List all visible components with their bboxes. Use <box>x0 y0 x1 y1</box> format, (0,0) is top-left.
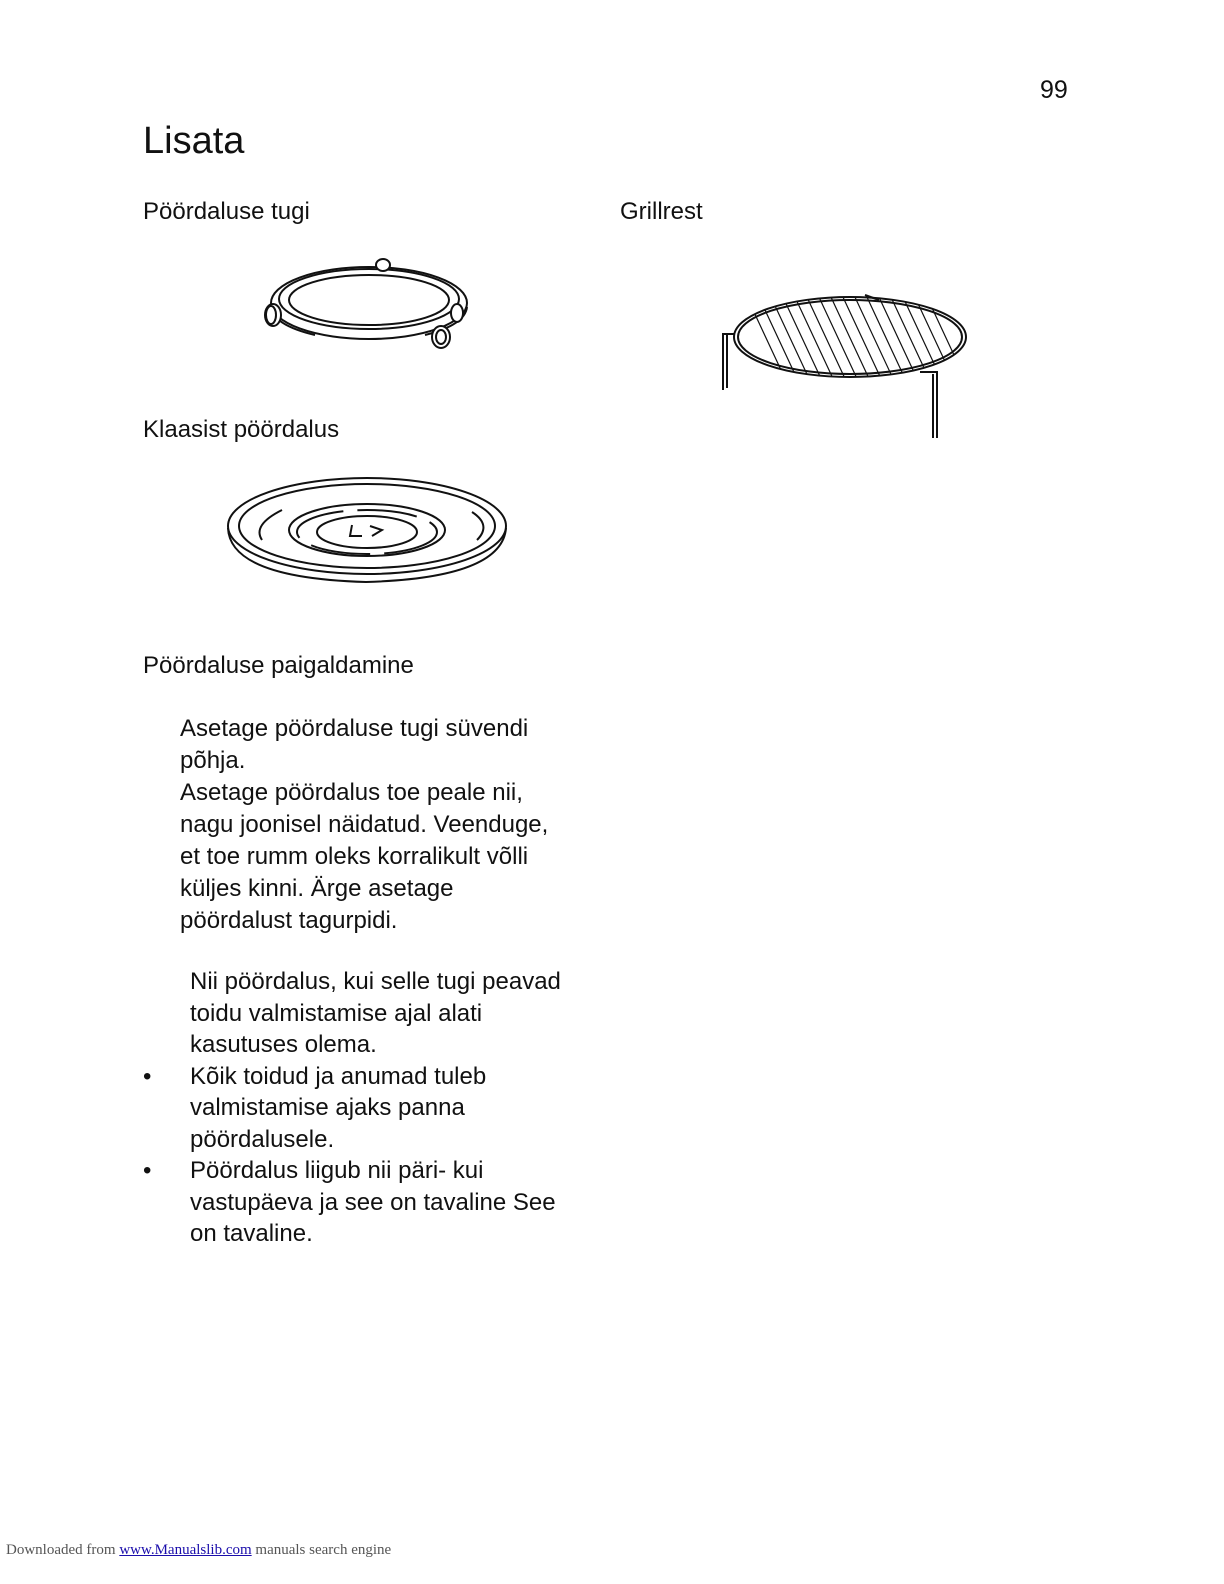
installation-instructions <box>180 713 610 937</box>
note-line: kasutuses olema. <box>190 1031 377 1058</box>
note-line: Nii pöördalus, kui selle tugi peavad <box>190 968 561 995</box>
glass-turntable-plate-icon <box>222 470 512 590</box>
page-number: 99 <box>1040 76 1068 104</box>
notes-list <box>143 966 613 1250</box>
grill-rack-label: Grillrest <box>620 198 703 225</box>
instruction-line: pöördalust tagurpidi. <box>180 907 398 934</box>
instruction-line: küljes kinni. Ärge asetage <box>180 875 454 902</box>
footer-prefix: Downloaded from <box>6 1542 116 1558</box>
footer-suffix: manuals search engine <box>255 1542 392 1558</box>
manualslib-link[interactable]: www.Manualslib.com <box>119 1542 252 1558</box>
turntable-support-label: Pöördaluse tugi <box>143 198 310 225</box>
footer <box>6 1542 391 1559</box>
bullet-mark: • <box>143 1062 152 1090</box>
instruction-line: nagu joonisel näidatud. Veenduge, <box>180 811 549 838</box>
instruction-line: Asetage pöördaluse tugi süvendi <box>180 715 529 742</box>
instruction-line: Asetage pöördalus toe peale nii, <box>180 779 523 806</box>
turntable-support-ring-icon <box>255 255 485 355</box>
grill-rack-icon <box>715 290 975 440</box>
note-line: pöördalusele. <box>190 1125 335 1153</box>
note-line: Kõik toidud ja anumad tuleb <box>190 1062 487 1090</box>
list-item <box>143 966 613 1061</box>
note-line: on tavaline. <box>190 1220 313 1247</box>
instruction-line: et toe rumm oleks korralikult võlli <box>180 843 529 870</box>
note-line: Pöördalus liigub nii päri- kui <box>190 1157 484 1184</box>
glass-turntable-label: Klaasist pöördalus <box>143 416 340 443</box>
note-line: vastupäeva ja see on tavaline See <box>190 1188 556 1216</box>
note-line: toidu valmistamise ajal alati <box>190 999 483 1027</box>
page-title: Lisata <box>143 120 245 162</box>
instruction-line: põhja. <box>180 747 246 774</box>
note-line: valmistamise ajaks panna <box>190 1094 465 1121</box>
installation-label: Pöördaluse paigaldamine <box>143 652 414 679</box>
bullet-mark: • <box>143 1157 152 1184</box>
list-item <box>143 1061 613 1156</box>
list-item <box>143 1155 613 1250</box>
